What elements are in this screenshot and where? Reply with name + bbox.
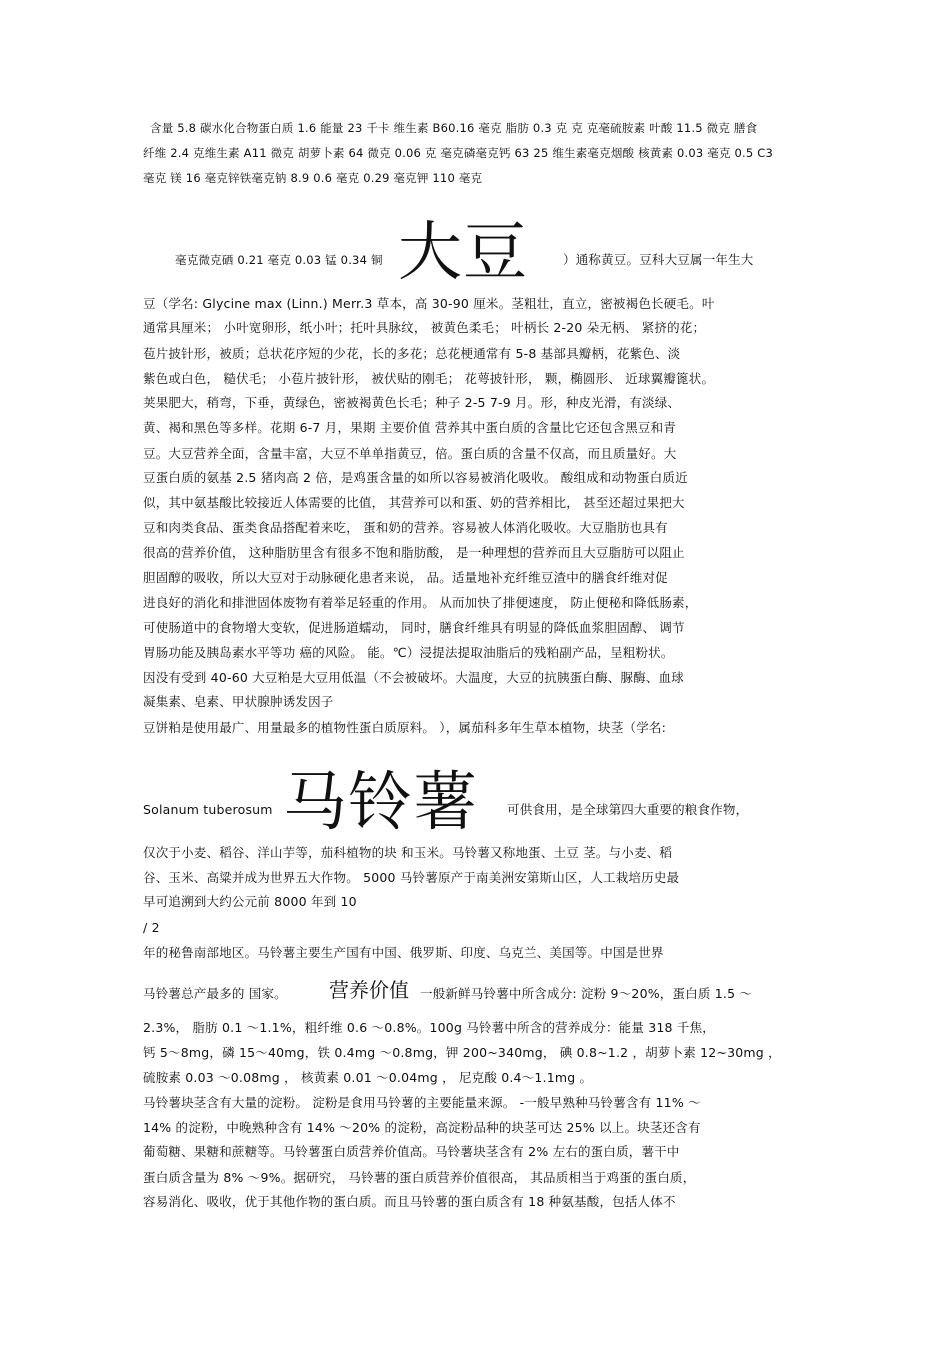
nutrition-line-1: 含量 5.8 碳水化合物蛋白质 1.6 能量 23 千卡 维生素 B60.16 毫克 脂肪 0.3 克 克 克毫硫胺素 叶酸 11.5 微克 膳食 [150,121,758,135]
soy-title: 大豆 [398,216,528,290]
soy-line: 豆饼粕是使用最广、用量最多的植物性蛋白质原料。 ），属茄科多年生草本植物，块茎（学名: [143,720,667,735]
page-marker: / 2 [143,920,160,935]
soy-line: 胆固醇的吸收，所以大豆对于动脉硬化患者来说， 品。适量地补充纤维豆渣中的膳食纤维对促 [143,570,668,585]
soy-line: 豆。大豆营养全面，含量丰富，大豆不单单指黄豆，倍。蛋白质的含量不仅高，而且质量好。大 [143,446,677,461]
soy-line: 黄、褐和黑色等多样。花期 6-7 月，果期 主要价值 营养其中蛋白质的含量比它还包含黑豆和青 [143,420,677,435]
soy-line: 荚果肥大，稍弯，下垂，黄绿色，密被褐黄色长毛；种子 2-5 7-9 月。形，种皮光滑，有淡绿、 [143,395,681,410]
potato-line: 马铃薯块茎含有大量的淀粉。 淀粉是食用马铃薯的主要能量来源。 -一般早熟种马铃薯含有 11% ～ [143,1095,701,1110]
soy-line: 胃肠功能及胰岛素水平等功 癌的风险。 能。℃）浸提法提取油脂后的残粕副产品，呈粗粉状。 [143,645,674,660]
potato-line: 谷、玉米、高粱并成为世界五大作物。 5000 马铃薯原产于南美洲安第斯山区，人工栽培历史最 [143,870,680,885]
potato-line: 14% 的淀粉，中晚熟种含有 14% ～20% 的淀粉，高淀粉品种的块茎可达 25% 以上。块茎还含有 [143,1120,701,1135]
soy-line: 苞片披针形，被质；总状花序短的少花，长的多花；总花梗通常有 5-8 基部具瓣柄，花紫色、淡 [143,346,681,361]
potato-line: 钙 5～8mg，磷 15～40mg，铁 0.4mg ～0.8mg，钾 200~340mg， 碘 0.8~1.2 ，胡萝卜素 12~30mg ， [143,1045,781,1060]
potato-line: 蛋白质含量为 8% ～9%。据研究， 马铃薯的蛋白质营养价值很高， 其品质相当于鸡蛋的蛋白质， [143,1170,696,1185]
potato-title: 马铃薯 [283,766,478,840]
nutrition-line-3: 毫克 镁 16 毫克锌铁毫克钠 8.9 0.6 毫克 0.29 毫克钾 110 毫克 [143,171,483,185]
soy-line: 可使肠道中的食物增大变软，促进肠道蠕动， 同时，膳食纤维具有明显的降低血浆胆固醇、 调节 [143,620,685,635]
potato-nutrition-post: 一般新鲜马铃薯中所含成分: 淀粉 9～20%，蛋白质 1.5 ～ [420,986,753,1001]
soy-post-title: ）通称黄豆。豆科大豆属一年生大 [563,252,754,267]
potato-nutrition-title: 营养价值 [329,978,409,1002]
soy-line: 进良好的消化和排泄固体废物有着举足轻重的作用。 从而加快了排便速度， 防止便秘和降低肠素， [143,595,698,610]
soy-line: 凝集素、皂素、甲状腺肿诱发因子 [143,694,334,709]
potato-line: 年的秘鲁南部地区。马铃薯主要生产国有中国、俄罗斯、印度、乌克兰、美国等。中国是世界 [143,945,664,960]
nutrition-line-2: 纤维 2.4 克维生素 A11 微克 胡萝卜素 64 微克 0.06 克 毫克磷毫克钙 63 25 维生素毫克烟酸 核黄素 0.03 毫克 0.5 C3 [143,146,774,160]
potato-line: 2.3%， 脂肪 0.1 ～1.1%，粗纤维 0.6 ～0.8%。100g 马铃薯中所含的营养成分：能量 318 千焦， [143,1020,715,1035]
soy-line: 似，其中氨基酸比较接近人体需要的比值， 其营养可以和蛋、奶的营养相比， 甚至还超过果把大 [143,495,685,510]
soy-line: 豆蛋白质的氨基 2.5 猪肉高 2 倍，是鸡蛋含量的如所以容易被消化吸收。 酸组成和动物蛋白质近 [143,470,688,485]
potato-pre-title: Solanum tuberosum [143,802,273,817]
soy-line: 紫色或白色， 糙伏毛； 小苞片披针形， 被伏贴的刚毛； 花萼披针形， 颗，椭圆形、 近球翼瓣篦状。 [143,371,715,386]
soy-line: 通常具厘米； 小叶宽卵形，纸小叶；托叶具脉纹， 被黄色柔毛； 叶柄长 2-20 朵无柄、 紧挤的花； [143,320,706,335]
soy-line: 很高的营养价值， 这种脂肪里含有很多不饱和脂肪酸， 是一种理想的营养而且大豆脂肪可以阻止 [143,545,685,560]
potato-line: 仅次于小麦、稻谷、洋山芋等，茄科植物的块 和玉米。马铃薯又称地蛋、土豆 茎。与小麦、稻 [143,845,673,860]
potato-post-title: 可供食用，是全球第四大重要的粮食作物， [507,802,749,817]
potato-line: 容易消化、吸收，优于其他作物的蛋白质。而且马铃薯的蛋白质含有 18 种氨基酸，包括人体不 [143,1194,676,1209]
soy-pre-title: 毫克微克硒 0.21 毫克 0.03 锰 0.34 铜 [175,253,383,267]
soy-line: 豆和肉类食品、蛋类食品搭配着来吃， 蛋和奶的营养。容易被人体消化吸收。大豆脂肪也具有 [143,520,668,535]
potato-line: 硫胺素 0.03 ～0.08mg ， 核黄素 0.01 ～0.04mg ， 尼克酸 0.4～1.1mg 。 [143,1070,593,1085]
soy-line: 豆（学名: Glycine max (Linn.) Merr.3 草本，高 30-90 厘米。茎粗壮，直立，密被褐色长硬毛。叶 [143,296,715,311]
potato-line: 葡萄糖、果糖和蔗糖等。马铃薯蛋白质营养价值高。马铃薯块茎含有 2% 左右的蛋白质，薯干中 [143,1144,680,1159]
soy-line: 因没有受到 40-60 大豆粕是大豆用低温（不会被破坏。大温度，大豆的抗胰蛋白酶、脲酶、血球 [143,670,684,685]
potato-line: 早可追溯到大约公元前 8000 年到 10 [143,894,357,909]
potato-nutrition-pre: 马铃薯总产最多的 国家。 [143,986,287,1001]
